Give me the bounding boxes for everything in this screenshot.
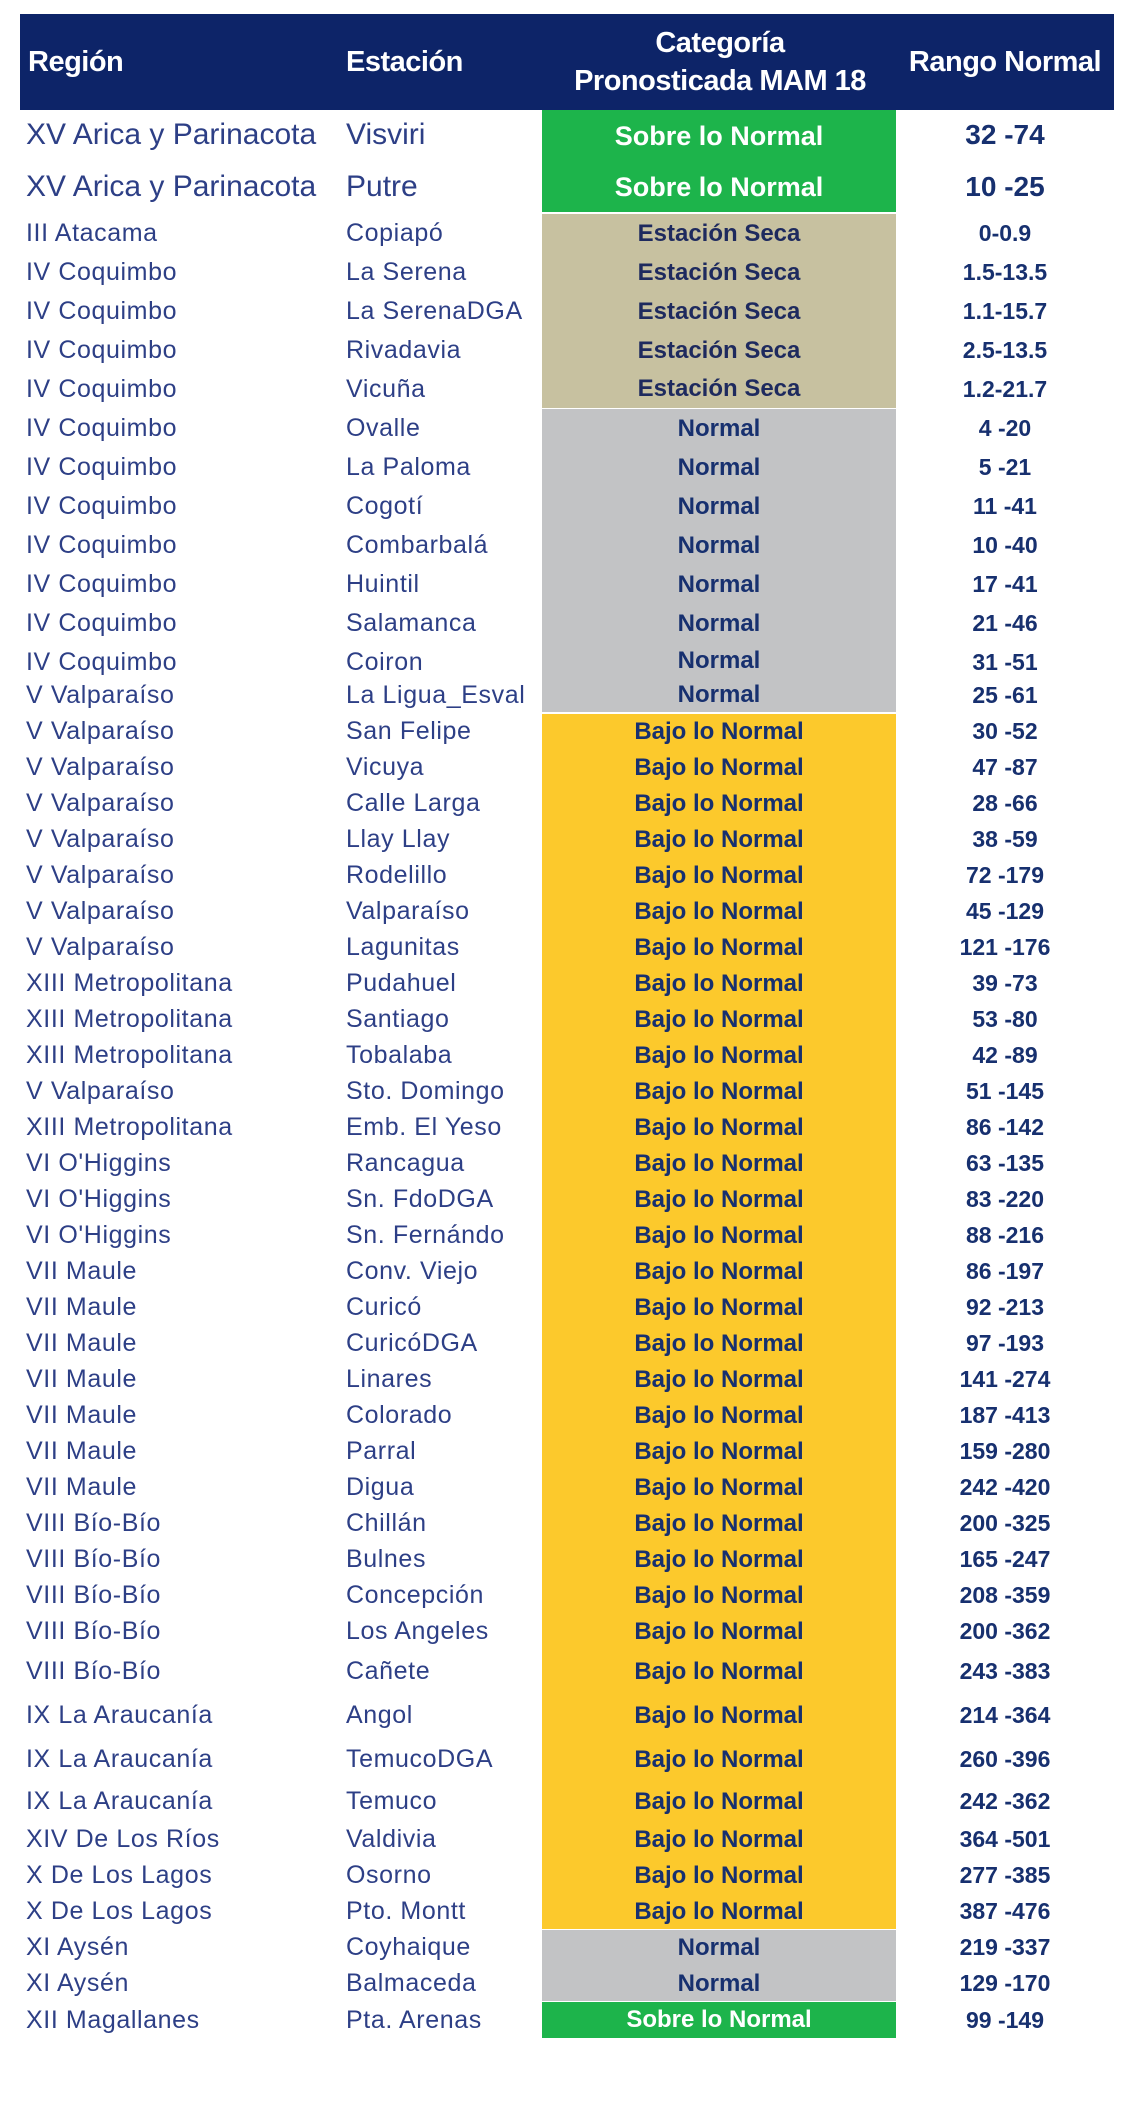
cell-station: Pto. Montt bbox=[346, 1897, 466, 1925]
cell-range: 200 -362 bbox=[959, 1618, 1051, 1644]
table-row bbox=[20, 448, 1114, 486]
cell-region: IV Coquimbo bbox=[26, 257, 178, 286]
cell-category: Bajo lo Normal bbox=[542, 1542, 896, 1578]
forecast-table bbox=[20, 14, 1114, 2038]
cell-category: Bajo lo Normal bbox=[542, 1470, 896, 1506]
cell-range: 242 -362 bbox=[959, 1787, 1051, 1814]
cell-range: 45 -129 bbox=[965, 898, 1044, 924]
cell-category: Bajo lo Normal bbox=[542, 1038, 896, 1074]
cell-range: 129 -170 bbox=[959, 1970, 1051, 1996]
table-row bbox=[20, 894, 1114, 929]
cell-station: Bulnes bbox=[346, 1545, 427, 1573]
cell-station: TemucoDGA bbox=[346, 1744, 494, 1773]
table-row bbox=[20, 1398, 1114, 1433]
cell-station: Valparaíso bbox=[346, 897, 470, 925]
table-row bbox=[20, 214, 1114, 252]
cell-region: VIII Bío-Bío bbox=[26, 1656, 162, 1685]
table-row bbox=[20, 1002, 1114, 1037]
cell-range: 32 -74 bbox=[965, 119, 1045, 150]
table-row bbox=[20, 1782, 1114, 1820]
cell-range: 30 -52 bbox=[972, 718, 1038, 744]
cell-station: Pudahuel bbox=[346, 969, 457, 997]
cell-category: Bajo lo Normal bbox=[542, 1218, 896, 1254]
cell-station: Sn. Fernándo bbox=[346, 1221, 505, 1249]
cell-category: Bajo lo Normal bbox=[542, 1782, 896, 1822]
cell-category: Bajo lo Normal bbox=[542, 750, 896, 786]
cell-station: Temuco bbox=[346, 1786, 438, 1815]
table-row bbox=[20, 1074, 1114, 1109]
table-row bbox=[20, 858, 1114, 893]
cell-range: 17 -41 bbox=[972, 570, 1038, 597]
cell-station: La Paloma bbox=[346, 452, 471, 481]
cell-category: Bajo lo Normal bbox=[542, 930, 896, 966]
cell-category: Bajo lo Normal bbox=[542, 1650, 896, 1694]
header-category-line2: Pronosticada MAM 18 bbox=[574, 65, 866, 97]
cell-range: 51 -145 bbox=[965, 1078, 1044, 1104]
cell-station: Angol bbox=[346, 1700, 413, 1729]
cell-region: V Valparaíso bbox=[26, 789, 175, 817]
cell-station: Salamanca bbox=[346, 608, 477, 637]
cell-range: 11 -41 bbox=[973, 492, 1037, 519]
cell-region: XIV De Los Ríos bbox=[26, 1825, 220, 1853]
table-row bbox=[20, 1110, 1114, 1145]
cell-range: 72 -179 bbox=[965, 862, 1044, 888]
cell-category: Normal bbox=[542, 487, 896, 526]
cell-category: Bajo lo Normal bbox=[542, 1326, 896, 1362]
cell-category: Bajo lo Normal bbox=[542, 714, 896, 750]
table-row bbox=[20, 1822, 1114, 1857]
cell-region: V Valparaíso bbox=[26, 1077, 175, 1105]
cell-category: Normal bbox=[542, 409, 896, 448]
cell-range: 214 -364 bbox=[959, 1701, 1051, 1728]
cell-station: Vicuya bbox=[346, 753, 425, 781]
table-row bbox=[20, 162, 1114, 212]
table-row bbox=[20, 565, 1114, 603]
cell-region: IV Coquimbo bbox=[26, 569, 178, 598]
cell-range: 260 -396 bbox=[959, 1745, 1051, 1772]
table-row bbox=[20, 930, 1114, 965]
cell-range: 1.1-15.7 bbox=[962, 297, 1048, 324]
cell-range: 42 -89 bbox=[972, 1042, 1038, 1068]
cell-region: VI O'Higgins bbox=[26, 1221, 172, 1249]
cell-category: Sobre lo Normal bbox=[542, 2002, 896, 2038]
cell-category: Bajo lo Normal bbox=[542, 1506, 896, 1542]
table-row bbox=[20, 292, 1114, 330]
cell-category: Bajo lo Normal bbox=[542, 1362, 896, 1398]
cell-station: Emb. El Yeso bbox=[346, 1113, 502, 1141]
cell-station: Valdivia bbox=[346, 1825, 437, 1853]
cell-station: Los Angeles bbox=[346, 1617, 489, 1645]
cell-region: IV Coquimbo bbox=[26, 374, 178, 403]
cell-region: VII Maule bbox=[26, 1473, 138, 1501]
cell-range: 2.5-13.5 bbox=[962, 336, 1048, 363]
cell-category: Bajo lo Normal bbox=[542, 1614, 896, 1650]
cell-category: Normal bbox=[542, 1966, 896, 2001]
cell-station: Santiago bbox=[346, 1005, 450, 1033]
cell-category: Sobre lo Normal bbox=[542, 162, 896, 212]
table-row bbox=[20, 487, 1114, 525]
cell-category: Normal bbox=[542, 565, 896, 604]
table-row bbox=[20, 822, 1114, 857]
table-row bbox=[20, 253, 1114, 291]
cell-category: Normal bbox=[542, 678, 896, 712]
cell-region: VI O'Higgins bbox=[26, 1185, 172, 1213]
cell-station: La Ligua_Esval bbox=[346, 680, 526, 709]
cell-range: 10 -25 bbox=[965, 171, 1045, 202]
cell-range: 31 -51 bbox=[972, 648, 1038, 675]
cell-category: Estación Seca bbox=[542, 253, 896, 292]
table-row bbox=[20, 1506, 1114, 1541]
table-row bbox=[20, 1470, 1114, 1505]
table-row bbox=[20, 409, 1114, 447]
cell-range: 387 -476 bbox=[959, 1898, 1051, 1924]
cell-station: Concepción bbox=[346, 1581, 485, 1609]
cell-station: Balmaceda bbox=[346, 1969, 477, 1997]
cell-station: Rancagua bbox=[346, 1149, 465, 1177]
cell-category: Bajo lo Normal bbox=[542, 1074, 896, 1110]
header-range: Rango Normal bbox=[908, 45, 1102, 78]
table-row bbox=[20, 1326, 1114, 1361]
table-row bbox=[20, 786, 1114, 821]
cell-station: Cañete bbox=[346, 1656, 431, 1685]
cell-region: XI Aysén bbox=[26, 1969, 130, 1997]
cell-range: 1.5-13.5 bbox=[962, 258, 1048, 285]
table-row bbox=[20, 110, 1114, 160]
cell-station: Sn. FdoDGA bbox=[346, 1185, 494, 1213]
cell-category: Normal bbox=[542, 1930, 896, 1966]
cell-range: 141 -274 bbox=[959, 1366, 1051, 1392]
cell-region: IV Coquimbo bbox=[26, 296, 178, 325]
cell-category: Bajo lo Normal bbox=[542, 1894, 896, 1929]
cell-region: VIII Bío-Bío bbox=[26, 1617, 162, 1645]
cell-range: 1.2-21.7 bbox=[962, 375, 1048, 402]
table-row bbox=[20, 1038, 1114, 1073]
cell-station: Osorno bbox=[346, 1861, 432, 1889]
cell-station: CuricóDGA bbox=[346, 1329, 478, 1357]
cell-category: Bajo lo Normal bbox=[542, 1858, 896, 1894]
cell-station: Parral bbox=[346, 1437, 417, 1465]
cell-region: X De Los Lagos bbox=[26, 1897, 213, 1925]
cell-range: 47 -87 bbox=[972, 754, 1038, 780]
table-row bbox=[20, 1542, 1114, 1577]
cell-category: Bajo lo Normal bbox=[542, 1398, 896, 1434]
table-row bbox=[20, 1930, 1114, 1965]
cell-range: 187 -413 bbox=[959, 1402, 1051, 1428]
cell-station: Sto. Domingo bbox=[346, 1077, 505, 1105]
cell-category: Bajo lo Normal bbox=[542, 858, 896, 894]
table-row bbox=[20, 370, 1114, 408]
cell-category: Bajo lo Normal bbox=[542, 1822, 896, 1858]
cell-category: Estación Seca bbox=[542, 292, 896, 331]
cell-category: Bajo lo Normal bbox=[542, 1578, 896, 1614]
cell-region: IX La Araucanía bbox=[26, 1700, 213, 1729]
cell-range: 97 -193 bbox=[965, 1330, 1044, 1356]
table-row bbox=[20, 1290, 1114, 1325]
cell-range: 364 -501 bbox=[959, 1826, 1051, 1852]
cell-region: IV Coquimbo bbox=[26, 647, 178, 676]
cell-range: 5 -21 bbox=[978, 453, 1032, 480]
cell-category: Bajo lo Normal bbox=[542, 1254, 896, 1290]
header-category-line1: Categoría bbox=[655, 27, 785, 59]
cell-station: Pta. Arenas bbox=[346, 2005, 482, 2034]
cell-station: Llay Llay bbox=[346, 825, 451, 853]
cell-region: V Valparaíso bbox=[26, 897, 175, 925]
cell-category: Bajo lo Normal bbox=[542, 894, 896, 930]
cell-station: Huintil bbox=[346, 569, 420, 598]
cell-range: 165 -247 bbox=[959, 1546, 1051, 1572]
cell-station: Calle Larga bbox=[346, 789, 481, 817]
cell-range: 121 -176 bbox=[959, 934, 1051, 960]
cell-category: Bajo lo Normal bbox=[542, 1110, 896, 1146]
cell-category: Estación Seca bbox=[542, 370, 896, 408]
cell-station: Digua bbox=[346, 1473, 415, 1501]
cell-category: Normal bbox=[542, 448, 896, 487]
cell-range: 38 -59 bbox=[972, 826, 1038, 852]
cell-station: Colorado bbox=[346, 1401, 453, 1429]
cell-category: Sobre lo Normal bbox=[542, 110, 896, 162]
cell-range: 88 -216 bbox=[965, 1222, 1044, 1248]
cell-range: 200 -325 bbox=[959, 1510, 1051, 1536]
header-region: Región bbox=[28, 45, 124, 78]
cell-region: V Valparaíso bbox=[26, 861, 175, 889]
table-row bbox=[20, 643, 1114, 681]
cell-region: XIII Metropolitana bbox=[26, 969, 233, 997]
cell-category: Bajo lo Normal bbox=[542, 1738, 896, 1782]
cell-station: Curicó bbox=[346, 1293, 422, 1321]
cell-station: Rivadavia bbox=[346, 335, 462, 364]
table-row bbox=[20, 750, 1114, 785]
cell-region: XI Aysén bbox=[26, 1933, 130, 1961]
cell-category: Normal bbox=[542, 604, 896, 643]
cell-range: 208 -359 bbox=[959, 1582, 1051, 1608]
cell-category: Estación Seca bbox=[542, 331, 896, 370]
cell-category: Bajo lo Normal bbox=[542, 1290, 896, 1326]
cell-station: Vicuña bbox=[346, 374, 426, 403]
cell-region: IV Coquimbo bbox=[26, 452, 178, 481]
cell-region: IV Coquimbo bbox=[26, 608, 178, 637]
table-row bbox=[20, 1182, 1114, 1217]
table-row bbox=[20, 1218, 1114, 1253]
cell-region: VII Maule bbox=[26, 1293, 138, 1321]
cell-range: 53 -80 bbox=[972, 1006, 1038, 1032]
cell-category: Normal bbox=[542, 643, 896, 678]
cell-range: 92 -213 bbox=[965, 1294, 1044, 1320]
cell-station: Linares bbox=[346, 1365, 433, 1393]
cell-region: VI O'Higgins bbox=[26, 1149, 172, 1177]
cell-region: IX La Araucanía bbox=[26, 1744, 213, 1773]
cell-range: 10 -40 bbox=[972, 531, 1038, 558]
cell-station: Putre bbox=[346, 170, 418, 203]
cell-range: 4 -20 bbox=[978, 414, 1032, 441]
cell-region: XIII Metropolitana bbox=[26, 1041, 233, 1069]
cell-region: V Valparaíso bbox=[26, 753, 175, 781]
cell-region: V Valparaíso bbox=[26, 933, 175, 961]
table-row bbox=[20, 1894, 1114, 1929]
cell-range: 86 -197 bbox=[965, 1258, 1044, 1284]
cell-region: VII Maule bbox=[26, 1437, 138, 1465]
cell-station: Copiapó bbox=[346, 218, 444, 247]
table-row bbox=[20, 1146, 1114, 1181]
cell-region: VIII Bío-Bío bbox=[26, 1581, 162, 1609]
cell-region: IX La Araucanía bbox=[26, 1786, 213, 1815]
cell-category: Normal bbox=[542, 526, 896, 565]
cell-region: IV Coquimbo bbox=[26, 413, 178, 442]
cell-station: Tobalaba bbox=[346, 1041, 453, 1069]
cell-region: VII Maule bbox=[26, 1329, 138, 1357]
table-row bbox=[20, 1254, 1114, 1289]
cell-range: 63 -135 bbox=[965, 1150, 1044, 1176]
cell-region: V Valparaíso bbox=[26, 825, 175, 853]
table-row bbox=[20, 1738, 1114, 1780]
table-body bbox=[20, 110, 1114, 2038]
table-header bbox=[20, 14, 1114, 110]
table-row bbox=[20, 1650, 1114, 1692]
cell-range: 39 -73 bbox=[972, 970, 1038, 996]
table-row bbox=[20, 1858, 1114, 1893]
table-row bbox=[20, 678, 1114, 712]
cell-range: 99 -149 bbox=[965, 2006, 1044, 2033]
cell-range: 86 -142 bbox=[965, 1114, 1044, 1140]
cell-range: 83 -220 bbox=[965, 1186, 1044, 1212]
cell-station: Cogotí bbox=[346, 491, 424, 520]
cell-region: VIII Bío-Bío bbox=[26, 1509, 162, 1537]
cell-range: 21 -46 bbox=[972, 609, 1038, 636]
cell-category: Bajo lo Normal bbox=[542, 966, 896, 1002]
cell-region: IV Coquimbo bbox=[26, 491, 178, 520]
cell-region: XV Arica y Parinacota bbox=[26, 118, 317, 151]
cell-station: Lagunitas bbox=[346, 933, 460, 961]
table-row bbox=[20, 1966, 1114, 2001]
header-category bbox=[540, 14, 900, 110]
cell-station: Conv. Viejo bbox=[346, 1257, 479, 1285]
cell-region: X De Los Lagos bbox=[26, 1861, 213, 1889]
cell-category: Bajo lo Normal bbox=[542, 1182, 896, 1218]
cell-category: Bajo lo Normal bbox=[542, 786, 896, 822]
cell-station: Ovalle bbox=[346, 413, 421, 442]
cell-region: VIII Bío-Bío bbox=[26, 1545, 162, 1573]
cell-region: V Valparaíso bbox=[26, 680, 175, 709]
cell-category: Bajo lo Normal bbox=[542, 822, 896, 858]
cell-range: 243 -383 bbox=[959, 1657, 1051, 1684]
cell-region: VII Maule bbox=[26, 1401, 138, 1429]
cell-station: Chillán bbox=[346, 1509, 427, 1537]
cell-range: 0-0.9 bbox=[978, 219, 1032, 246]
header-station: Estación bbox=[346, 45, 463, 78]
cell-station: Coiron bbox=[346, 647, 424, 676]
cell-region: VII Maule bbox=[26, 1257, 138, 1285]
cell-category: Bajo lo Normal bbox=[542, 1146, 896, 1182]
table-row bbox=[20, 604, 1114, 642]
cell-region: XIII Metropolitana bbox=[26, 1005, 233, 1033]
cell-region: VII Maule bbox=[26, 1365, 138, 1393]
table-row bbox=[20, 714, 1114, 749]
cell-station: La SerenaDGA bbox=[346, 296, 523, 325]
cell-region: IV Coquimbo bbox=[26, 335, 178, 364]
cell-station: Coyhaique bbox=[346, 1933, 471, 1961]
cell-region: III Atacama bbox=[26, 218, 158, 247]
cell-region: XIII Metropolitana bbox=[26, 1113, 233, 1141]
cell-range: 277 -385 bbox=[959, 1862, 1051, 1888]
table-row bbox=[20, 1694, 1114, 1736]
table-row bbox=[20, 526, 1114, 564]
table-row bbox=[20, 1578, 1114, 1613]
cell-station: La Serena bbox=[346, 257, 467, 286]
cell-station: Visviri bbox=[346, 118, 426, 151]
cell-region: IV Coquimbo bbox=[26, 530, 178, 559]
cell-range: 28 -66 bbox=[972, 790, 1038, 816]
table-row bbox=[20, 331, 1114, 369]
cell-category: Bajo lo Normal bbox=[542, 1694, 896, 1738]
cell-category: Estación Seca bbox=[542, 214, 896, 253]
cell-station: Rodelillo bbox=[346, 861, 448, 889]
cell-station: Combarbalá bbox=[346, 530, 489, 559]
table-row bbox=[20, 1614, 1114, 1649]
table-row bbox=[20, 1362, 1114, 1397]
cell-region: XV Arica y Parinacota bbox=[26, 170, 317, 203]
cell-region: V Valparaíso bbox=[26, 717, 175, 745]
cell-region: XII Magallanes bbox=[26, 2005, 200, 2034]
table-row bbox=[20, 966, 1114, 1001]
cell-range: 159 -280 bbox=[959, 1438, 1051, 1464]
cell-range: 25 -61 bbox=[972, 681, 1038, 708]
cell-range: 219 -337 bbox=[959, 1934, 1051, 1960]
cell-category: Bajo lo Normal bbox=[542, 1002, 896, 1038]
cell-range: 242 -420 bbox=[959, 1474, 1051, 1500]
cell-station: San Felipe bbox=[346, 717, 472, 745]
cell-category: Bajo lo Normal bbox=[542, 1434, 896, 1470]
table-row bbox=[20, 1434, 1114, 1469]
table-row bbox=[20, 2002, 1114, 2038]
